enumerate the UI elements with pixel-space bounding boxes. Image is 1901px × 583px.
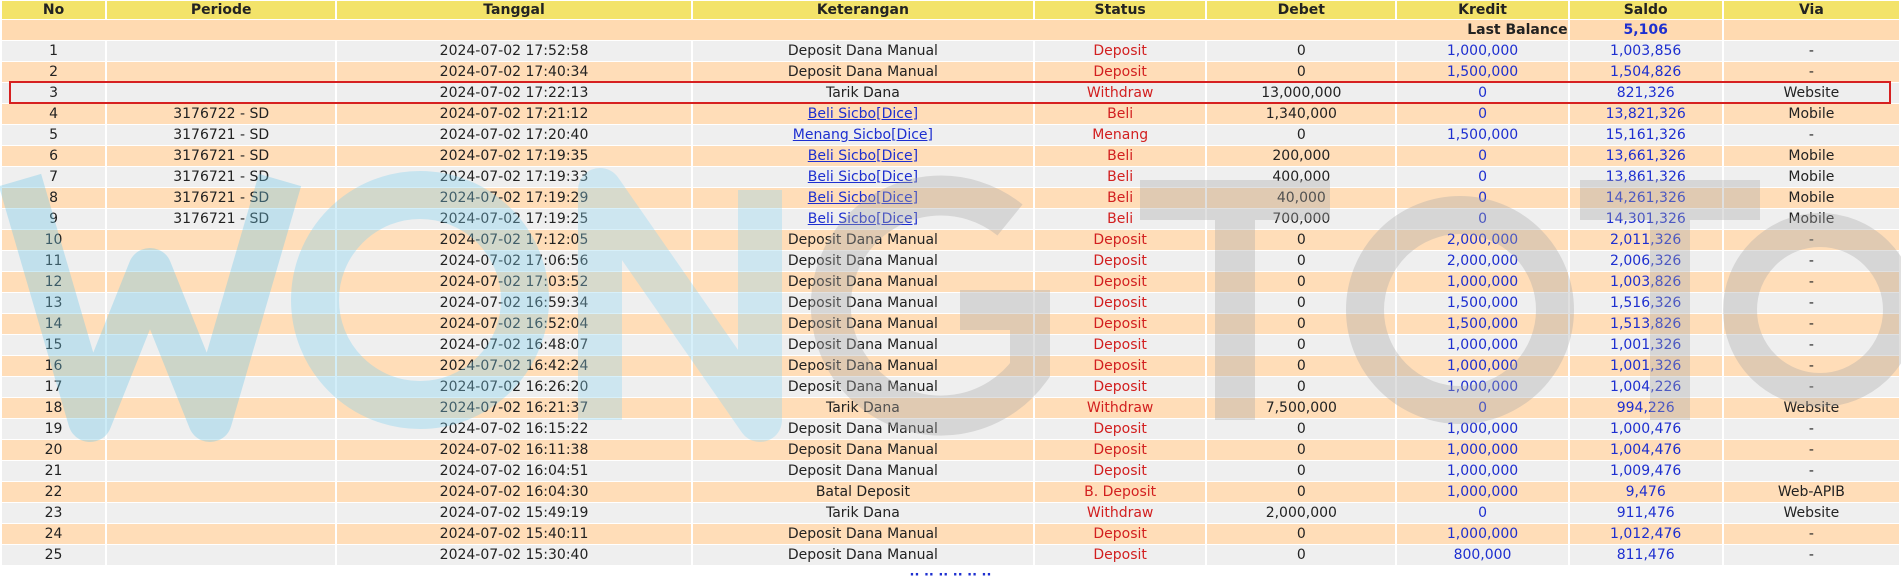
cell-no: 4 [2,104,105,124]
cell-status: Deposit [1035,335,1205,355]
table-row [2,209,1899,229]
cell-tanggal: 2024-07-02 15:30:40 [337,545,690,565]
cell-keterangan: Deposit Dana Manual [693,41,1033,61]
cell-via: - [1724,440,1899,460]
cell-debet: 1,340,000 [1207,104,1395,124]
cell-keterangan [693,125,1033,145]
cell-via: - [1724,62,1899,82]
cell-periode [107,230,335,250]
table-row [2,503,1899,523]
cell-kredit: 0 [1397,503,1567,523]
cell-saldo: 1,009,476 [1570,461,1722,481]
cell-no: 17 [2,377,105,397]
cell-no: 2 [2,62,105,82]
cell-keterangan [693,167,1033,187]
cell-kredit: 1,500,000 [1397,62,1567,82]
cell-tanggal: 2024-07-02 17:21:12 [337,104,690,124]
cell-no: 21 [2,461,105,481]
keterangan-link[interactable]: Beli Sicbo[Dice] [807,148,919,164]
cell-status: Deposit [1035,440,1205,460]
cell-periode [107,524,335,544]
cell-status: Deposit [1035,230,1205,250]
cell-tanggal: 2024-07-02 16:59:34 [337,293,690,313]
cell-periode [107,398,335,418]
keterangan-link[interactable]: Menang Sicbo[Dice] [792,127,933,143]
cell-debet: 0 [1207,440,1395,460]
table-row [2,524,1899,544]
cell-saldo: 1,000,476 [1570,419,1722,439]
cell-no: 23 [2,503,105,523]
cell-debet: 0 [1207,377,1395,397]
cell-periode [107,461,335,481]
cell-periode [107,314,335,334]
cell-kredit: 2,000,000 [1397,230,1567,250]
cell-no: 1 [2,41,105,61]
cell-kredit: 0 [1397,398,1567,418]
cell-no: 8 [2,188,105,208]
cell-tanggal: 2024-07-02 17:52:58 [337,41,690,61]
cell-kredit: 1,000,000 [1397,272,1567,292]
last-balance-value: 5,106 [1570,20,1722,40]
table-row [2,41,1899,61]
cell-kredit: 1,000,000 [1397,440,1567,460]
cell-saldo: 811,476 [1570,545,1722,565]
cell-no: 15 [2,335,105,355]
cell-via: - [1724,356,1899,376]
table-row [2,545,1899,565]
cell-kredit: 0 [1397,167,1567,187]
cell-tanggal: 2024-07-02 17:19:29 [337,188,690,208]
table-row [2,293,1899,313]
table-row [2,272,1899,292]
cell-tanggal: 2024-07-02 17:12:05 [337,230,690,250]
cell-saldo: 9,476 [1570,482,1722,502]
cell-saldo: 1,004,226 [1570,377,1722,397]
cell-via: - [1724,41,1899,61]
cell-saldo: 821,326 [1570,83,1722,103]
cell-keterangan: Deposit Dana Manual [693,356,1033,376]
cell-periode: 3176721 - SD [107,167,335,187]
cell-debet: 200,000 [1207,146,1395,166]
cell-saldo: 13,861,326 [1570,167,1722,187]
cell-via: - [1724,125,1899,145]
cell-saldo: 1,001,326 [1570,356,1722,376]
pagination-partial [0,568,1901,583]
cell-debet: 0 [1207,62,1395,82]
cell-keterangan: Deposit Dana Manual [693,461,1033,481]
cell-saldo: 1,003,856 [1570,41,1722,61]
header-no: No [2,1,105,19]
cell-saldo: 15,161,326 [1570,125,1722,145]
cell-saldo: 1,513,826 [1570,314,1722,334]
cell-tanggal: 2024-07-02 17:20:40 [337,125,690,145]
cell-keterangan [693,209,1033,229]
cell-kredit: 1,000,000 [1397,524,1567,544]
cell-saldo: 1,504,826 [1570,62,1722,82]
cell-no: 25 [2,545,105,565]
table-row [2,356,1899,376]
table-row [2,83,1899,103]
table-row [2,62,1899,82]
cell-keterangan: Deposit Dana Manual [693,419,1033,439]
cell-saldo: 13,661,326 [1570,146,1722,166]
cell-periode [107,545,335,565]
cell-status: Deposit [1035,461,1205,481]
cell-via: - [1724,251,1899,271]
cell-keterangan [693,104,1033,124]
cell-via: - [1724,293,1899,313]
cell-kredit: 1,000,000 [1397,356,1567,376]
cell-tanggal: 2024-07-02 17:19:33 [337,167,690,187]
cell-tanggal: 2024-07-02 17:40:34 [337,62,690,82]
cell-via: Web-APIB [1724,482,1899,502]
cell-via: Mobile [1724,146,1899,166]
cell-debet: 0 [1207,524,1395,544]
cell-periode [107,482,335,502]
cell-periode: 3176721 - SD [107,146,335,166]
cell-status: Deposit [1035,377,1205,397]
table-row [2,251,1899,271]
cell-no: 10 [2,230,105,250]
cell-via: - [1724,419,1899,439]
cell-status: Deposit [1035,293,1205,313]
cell-via: - [1724,272,1899,292]
cell-via: Mobile [1724,188,1899,208]
cell-no: 22 [2,482,105,502]
cell-tanggal: 2024-07-02 16:26:20 [337,377,690,397]
cell-status: Beli [1035,209,1205,229]
cell-status: B. Deposit [1035,482,1205,502]
cell-via: Mobile [1724,104,1899,124]
cell-debet: 0 [1207,335,1395,355]
cell-no: 11 [2,251,105,271]
cell-tanggal: 2024-07-02 16:52:04 [337,314,690,334]
cell-keterangan: Tarik Dana [693,503,1033,523]
cell-via: - [1724,377,1899,397]
table-row [2,440,1899,460]
cell-keterangan: Tarik Dana [693,398,1033,418]
cell-status: Deposit [1035,62,1205,82]
cell-keterangan: Deposit Dana Manual [693,524,1033,544]
cell-periode [107,83,335,103]
cell-kredit: 1,000,000 [1397,335,1567,355]
table-row [2,167,1899,187]
cell-no: 9 [2,209,105,229]
cell-no: 5 [2,125,105,145]
header-debet: Debet [1207,1,1395,19]
cell-saldo: 13,821,326 [1570,104,1722,124]
cell-kredit: 1,500,000 [1397,293,1567,313]
cell-periode [107,251,335,271]
cell-kredit: 0 [1397,83,1567,103]
cell-debet: 0 [1207,419,1395,439]
table-row [2,230,1899,250]
last-balance-empty [1724,20,1899,40]
table-header-row [2,1,1899,19]
cell-status: Withdraw [1035,83,1205,103]
cell-saldo: 14,261,326 [1570,188,1722,208]
cell-tanggal: 2024-07-02 16:04:51 [337,461,690,481]
cell-periode [107,272,335,292]
cell-keterangan: Deposit Dana Manual [693,272,1033,292]
cell-kredit: 0 [1397,188,1567,208]
cell-no: 20 [2,440,105,460]
cell-tanggal: 2024-07-02 16:21:37 [337,398,690,418]
cell-debet: 13,000,000 [1207,83,1395,103]
cell-via: Mobile [1724,167,1899,187]
cell-status: Deposit [1035,314,1205,334]
cell-saldo: 2,011,326 [1570,230,1722,250]
cell-kredit: 800,000 [1397,545,1567,565]
cell-tanggal: 2024-07-02 17:06:56 [337,251,690,271]
cell-status: Menang [1035,125,1205,145]
keterangan-link[interactable]: Beli Sicbo[Dice] [807,106,919,122]
table-row [2,104,1899,124]
cell-periode [107,377,335,397]
cell-keterangan: Batal Deposit [693,482,1033,502]
cell-debet: 40,000 [1207,188,1395,208]
cell-via: Website [1724,398,1899,418]
cell-debet: 0 [1207,230,1395,250]
header-status: Status [1035,1,1205,19]
cell-keterangan [693,188,1033,208]
cell-tanggal: 2024-07-02 15:40:11 [337,524,690,544]
keterangan-link[interactable]: Beli Sicbo[Dice] [807,211,919,227]
cell-saldo: 2,006,326 [1570,251,1722,271]
cell-debet: 0 [1207,482,1395,502]
cell-tanggal: 2024-07-02 16:48:07 [337,335,690,355]
cell-status: Withdraw [1035,503,1205,523]
table-row [2,461,1899,481]
cell-debet: 0 [1207,461,1395,481]
cell-periode [107,503,335,523]
table-row [2,314,1899,334]
cell-keterangan: Deposit Dana Manual [693,440,1033,460]
cell-no: 16 [2,356,105,376]
cell-kredit: 0 [1397,104,1567,124]
cell-debet: 0 [1207,272,1395,292]
cell-kredit: 1,500,000 [1397,314,1567,334]
cell-via: Mobile [1724,209,1899,229]
table-row [2,188,1899,208]
cell-no: 3 [2,83,105,103]
cell-periode [107,335,335,355]
cell-keterangan: Deposit Dana Manual [693,230,1033,250]
cell-keterangan: Deposit Dana Manual [693,545,1033,565]
cell-no: 19 [2,419,105,439]
cell-status: Deposit [1035,524,1205,544]
cell-periode [107,293,335,313]
header-keterangan: Keterangan [693,1,1033,19]
cell-status: Deposit [1035,272,1205,292]
cell-tanggal: 2024-07-02 15:49:19 [337,503,690,523]
table-row [2,125,1899,145]
cell-kredit: 2,000,000 [1397,251,1567,271]
cell-kredit: 1,000,000 [1397,377,1567,397]
cell-tanggal: 2024-07-02 17:19:25 [337,209,690,229]
cell-kredit: 1,000,000 [1397,419,1567,439]
cell-status: Beli [1035,167,1205,187]
cell-tanggal: 2024-07-02 17:22:13 [337,83,690,103]
cell-periode: 3176721 - SD [107,125,335,145]
cell-debet: 0 [1207,356,1395,376]
cell-debet: 2,000,000 [1207,503,1395,523]
cell-tanggal: 2024-07-02 16:42:24 [337,356,690,376]
cell-no: 7 [2,167,105,187]
cell-status: Deposit [1035,419,1205,439]
table-row [2,482,1899,502]
cell-via: - [1724,524,1899,544]
cell-keterangan: Deposit Dana Manual [693,377,1033,397]
cell-kredit: 1,000,000 [1397,41,1567,61]
cell-periode [107,356,335,376]
cell-debet: 0 [1207,314,1395,334]
cell-via: Website [1724,83,1899,103]
cell-periode [107,62,335,82]
cell-periode: 3176722 - SD [107,104,335,124]
header-periode: Periode [107,1,335,19]
cell-no: 18 [2,398,105,418]
cell-status: Deposit [1035,356,1205,376]
cell-tanggal: 2024-07-02 17:19:35 [337,146,690,166]
cell-tanggal: 2024-07-02 17:03:52 [337,272,690,292]
cell-status: Withdraw [1035,398,1205,418]
cell-saldo: 911,476 [1570,503,1722,523]
cell-saldo: 1,003,826 [1570,272,1722,292]
header-kredit: Kredit [1397,1,1567,19]
cell-tanggal: 2024-07-02 16:11:38 [337,440,690,460]
cell-debet: 700,000 [1207,209,1395,229]
cell-via: - [1724,335,1899,355]
cell-debet: 0 [1207,125,1395,145]
cell-debet: 7,500,000 [1207,398,1395,418]
cell-keterangan [693,146,1033,166]
cell-tanggal: 2024-07-02 16:15:22 [337,419,690,439]
cell-no: 6 [2,146,105,166]
cell-kredit: 0 [1397,146,1567,166]
header-via: Via [1724,1,1899,19]
table-row [2,377,1899,397]
cell-kredit: 1,000,000 [1397,461,1567,481]
last-balance-row [2,20,1899,40]
cell-saldo: 1,004,476 [1570,440,1722,460]
cell-no: 24 [2,524,105,544]
cell-status: Beli [1035,188,1205,208]
header-tanggal: Tanggal [337,1,690,19]
cell-via: Website [1724,503,1899,523]
cell-keterangan: Deposit Dana Manual [693,335,1033,355]
cell-saldo: 994,226 [1570,398,1722,418]
cell-saldo: 1,516,326 [1570,293,1722,313]
header-saldo: Saldo [1570,1,1722,19]
cell-debet: 400,000 [1207,167,1395,187]
keterangan-link[interactable]: Beli Sicbo[Dice] [807,190,919,206]
cell-status: Beli [1035,146,1205,166]
table-row [2,419,1899,439]
cell-no: 13 [2,293,105,313]
cell-saldo: 1,012,476 [1570,524,1722,544]
cell-keterangan: Deposit Dana Manual [693,251,1033,271]
table-row [2,335,1899,355]
cell-keterangan: Deposit Dana Manual [693,62,1033,82]
table-row [2,146,1899,166]
cell-status: Deposit [1035,41,1205,61]
keterangan-link[interactable]: Beli Sicbo[Dice] [807,169,919,185]
cell-tanggal: 2024-07-02 16:04:30 [337,482,690,502]
table-row [2,398,1899,418]
cell-debet: 0 [1207,545,1395,565]
cell-keterangan: Deposit Dana Manual [693,293,1033,313]
cell-kredit: 0 [1397,209,1567,229]
cell-via: - [1724,230,1899,250]
last-balance-label: Last Balance [2,20,1568,40]
pager-arrows[interactable]: ·· ·· ·· ·· ·· ·· [909,568,992,583]
cell-via: - [1724,461,1899,481]
cell-status: Deposit [1035,545,1205,565]
cell-status: Deposit [1035,251,1205,271]
cell-keterangan: Deposit Dana Manual [693,314,1033,334]
cell-periode: 3176721 - SD [107,209,335,229]
cell-periode [107,440,335,460]
cell-periode [107,41,335,61]
cell-saldo: 1,001,326 [1570,335,1722,355]
cell-kredit: 1,500,000 [1397,125,1567,145]
cell-saldo: 14,301,326 [1570,209,1722,229]
cell-keterangan: Tarik Dana [693,83,1033,103]
cell-no: 14 [2,314,105,334]
cell-via: - [1724,314,1899,334]
cell-debet: 0 [1207,41,1395,61]
cell-debet: 0 [1207,293,1395,313]
cell-debet: 0 [1207,251,1395,271]
cell-kredit: 1,000,000 [1397,482,1567,502]
cell-periode [107,419,335,439]
cell-via: - [1724,545,1899,565]
cell-periode: 3176721 - SD [107,188,335,208]
cell-no: 12 [2,272,105,292]
cell-status: Beli [1035,104,1205,124]
